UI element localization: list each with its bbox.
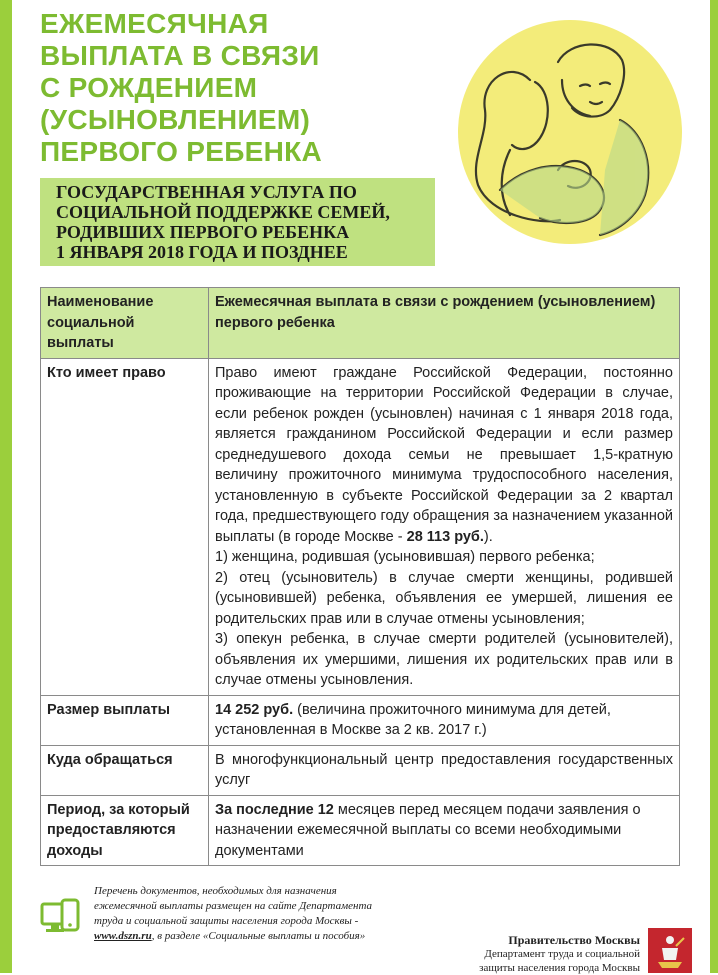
table-header-row <box>41 288 680 359</box>
devices-icon <box>40 896 82 938</box>
header-right-cell: Ежемесячная выплата в связи с рождением (усыновлением) первого ребенка <box>209 288 680 359</box>
title-line: ПЕРВОГО РЕБЕНКА <box>40 136 323 167</box>
subtitle-line: 1 ЯНВАРЯ 2018 ГОДА И ПОЗДНЕЕ <box>56 242 348 262</box>
organization-block <box>440 933 640 975</box>
table-row <box>41 695 680 745</box>
title-line: ЕЖЕМЕСЯЧНАЯ <box>40 8 269 39</box>
family-illustration <box>440 20 690 250</box>
who-text: Право имеют граждане Российской Федерации, постоянно проживающие на территории Российской Федерации в случае, если ребенок рожден (усыновлен) начиная с 1 января 2018 года, является гражданином Российской Федерации и если размер среднедушевого дохода семьи не превышает 1,5-кратную величину прожиточного минимума трудоспособного населения, установленную в субъекте Российской Федерации за 2 квартал года, предшествующего году обращения за назначением указанной выплаты (в городе Москве - <box>215 364 673 545</box>
moscow-coat-of-arms-icon <box>648 928 692 973</box>
footer-line <box>94 929 424 944</box>
page-title <box>40 8 370 168</box>
who-item: 1) женщина, родившая (усыновившая) первого ребенка; <box>215 549 595 565</box>
who-item: 2) отец (усыновитель) в случае смерти женщины, родившей (усыновившей) ребенка, объявления ее умершей, лишения ее родительских прав или в случае отмены усыновления; <box>215 569 673 627</box>
period-label: Период, за который предоставляются доходы <box>41 795 209 866</box>
who-cell <box>209 358 680 695</box>
right-green-stripe <box>710 0 718 973</box>
info-table <box>40 287 680 866</box>
who-label: Кто имеет право <box>41 358 209 695</box>
org-name: Правительство Москвы <box>508 933 640 947</box>
period-cell <box>209 795 680 866</box>
footer-line: ежемесячной выплаты размещен на сайте Департамента <box>94 900 373 912</box>
table-row <box>41 795 680 866</box>
period-bold: За последние 12 <box>215 801 334 818</box>
where-text: В многофункциональный центр предоставления государственных услуг <box>209 745 680 795</box>
subtitle-line: СОЦИАЛЬНОЙ ПОДДЕРЖКЕ СЕМЕЙ, <box>56 202 390 222</box>
subtitle-line: РОДИВШИХ ПЕРВОГО РЕБЕНКА <box>56 222 350 242</box>
size-amount: 14 252 руб. <box>215 701 294 718</box>
title-line: (УСЫНОВЛЕНИЕМ) <box>40 104 311 135</box>
footer-note <box>94 884 424 944</box>
size-cell <box>209 695 680 745</box>
title-line: С РОЖДЕНИЕМ <box>40 72 258 103</box>
footer-line: Перечень документов, необходимых для назначения <box>94 885 337 897</box>
table-row <box>41 358 680 695</box>
who-amount: 28 113 руб. <box>406 528 484 545</box>
org-dept: Департамент труда и социальной <box>484 948 640 960</box>
who-item: 3) опекун ребенка, в случае смерти родителей (усыновителей), объявления их умершими, лишения их родительских прав или в случае отмены усыновления. <box>215 631 673 688</box>
period-text: месяцев перед месяцем подачи заявления о назначении ежемесячной выплаты со всеми необходимыми документами <box>215 801 641 859</box>
footer-line-end: , в разделе «Социальные выплаты и пособия» <box>151 930 366 942</box>
footer-line: труда и социальной защиты населения города Москвы - <box>94 915 359 927</box>
table-row <box>41 745 680 795</box>
where-label: Куда обращаться <box>41 745 209 795</box>
org-dept: защиты населения города Москвы <box>479 962 640 974</box>
who-text-end: ). <box>483 528 493 545</box>
header-left-cell: Наименование социальной выплаты <box>41 288 209 359</box>
size-text: (величина прожиточного минимума для детей, установленная в Москве за 2 кв. 2017 г.) <box>215 701 611 738</box>
left-green-stripe <box>0 0 12 973</box>
size-label: Размер выплаты <box>41 695 209 745</box>
site-link[interactable]: www.dszn.ru <box>94 930 152 942</box>
subtitle-line: ГОСУДАРСТВЕННАЯ УСЛУГА ПО <box>56 182 357 202</box>
title-line: ВЫПЛАТА В СВЯЗИ <box>40 40 320 71</box>
subtitle-band <box>40 178 435 266</box>
